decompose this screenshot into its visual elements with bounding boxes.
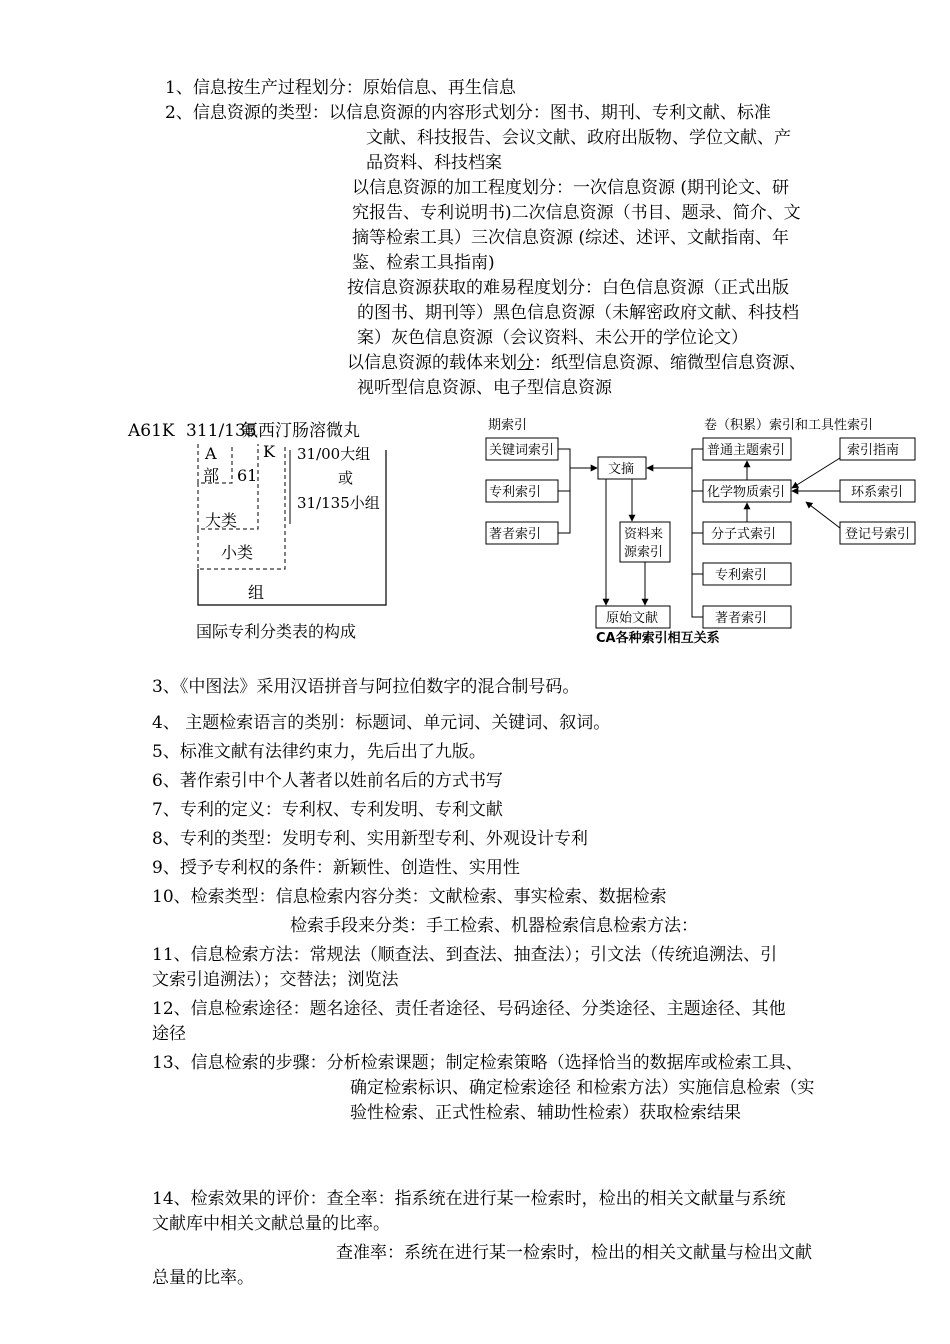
- text-line: 2、信息资源的类型：以信息资源的内容形式划分：图书、期刊、专利文献、标准: [165, 103, 771, 123]
- ring-index-box: 环系索引: [851, 485, 904, 500]
- registry-index-box: 登记号索引: [845, 527, 911, 542]
- ipc-structure-figure: [120, 412, 420, 647]
- abstract-box: 文摘: [608, 462, 635, 477]
- text-line: 查准率：系统在进行某一检索时，检出的相关文献量与检出文献: [336, 1243, 812, 1263]
- text-line: 验性检索、正式性检索、辅助性检索）获取检索结果: [350, 1103, 741, 1123]
- text-line: 14、检索效果的评价：查全率：指系统在进行某一检索时，检出的相关文献量与系统: [152, 1189, 786, 1209]
- text-line: 视听型信息资源、电子型信息资源: [357, 378, 612, 398]
- text-line: 文献、科技报告、会议文献、政府出版物、学位文献、产: [366, 128, 791, 148]
- text-line: 按信息资源获取的难易程度划分：白色信息资源（正式出版: [347, 278, 789, 298]
- original-doc-box: 原始文献: [606, 611, 659, 626]
- box-bu: 部: [203, 466, 220, 485]
- box-a: A: [205, 444, 217, 463]
- text-line: 确定检索标识、确定检索途径 和检索方法）实施信息检索（实: [350, 1078, 815, 1098]
- ipc-number: 311/135: [186, 421, 257, 441]
- patent-index-left-box: 专利索引: [489, 485, 542, 500]
- index-guide-box: 索引指南: [847, 443, 900, 458]
- text-line: 途径: [152, 1024, 186, 1044]
- text-line: 案）灰色信息资源（会议资料、未公开的学位论文）: [357, 328, 748, 348]
- text-line: [347, 351, 806, 375]
- text-line: 的图书、期刊等）黑色信息资源（未解密政府文献、科技档: [357, 303, 799, 323]
- right-header: 卷（积累）索引和工具性索引: [704, 418, 874, 433]
- text-line: 1、信息按生产过程划分：原始信息、再生信息: [165, 78, 516, 98]
- text-span: 以信息资源的载体来划: [347, 353, 517, 373]
- label-dalei: 大类: [205, 511, 238, 530]
- group-or: 或: [338, 469, 354, 487]
- text-line: 12、信息检索途径：题名途径、责任者途径、号码途径、分类途径、主题途径、其他: [152, 999, 786, 1019]
- general-subject-index-box: 普通主题索引: [707, 443, 786, 458]
- text-line: 10、检索类型：信息检索内容分类：文献检索、事实检索、数据检索: [152, 887, 667, 907]
- group-sub: 31/135小组: [297, 494, 380, 512]
- text-line: 7、专利的定义：专利权、专利发明、专利文献: [152, 800, 503, 820]
- ipc-drug-name: 氟西汀肠溶微丸: [241, 421, 360, 441]
- source-index-box-line1: 资料来: [624, 527, 664, 542]
- text-line: 品资料、科技档案: [366, 153, 502, 173]
- text-line: 究报告、专利说明书)二次信息资源（书目、题录、简介、文: [352, 203, 801, 223]
- text-line: 6、著作索引中个人著者以姓前名后的方式书写: [152, 771, 503, 791]
- patent-index-right-box: 专利索引: [715, 568, 768, 583]
- text-line: 4、 主题检索语言的类别：标题词、单元词、关键词、叙词。: [152, 713, 611, 733]
- text-line: 文献库中相关文献总量的比率。: [152, 1214, 390, 1234]
- group-main: 31/00大组: [297, 445, 371, 463]
- underlined-text: 分: [517, 353, 534, 373]
- text-line: 摘等检索工具）三次信息资源 (综述、述评、文献指南、年: [352, 228, 790, 248]
- text-line: 11、信息检索方法：常规法（顺查法、到查法、抽查法）；引文法（传统追溯法、引: [152, 945, 778, 965]
- label-zu: 组: [248, 583, 265, 602]
- formula-index-box: 分子式索引: [711, 527, 777, 542]
- text-line: 5、标准文献有法律约束力，先后出了九版。: [152, 742, 486, 762]
- text-line: 文索引追溯法）；交替法；浏览法: [152, 970, 399, 990]
- text-line: 以信息资源的加工程度划分：一次信息资源 (期刊论文、研: [352, 178, 790, 198]
- ipc-code: A61K: [128, 421, 175, 441]
- ipc-caption: 国际专利分类表的构成: [196, 622, 357, 641]
- text-line: 8、专利的类型：发明专利、实用新型专利、外观设计专利: [152, 829, 588, 849]
- text-line: 鉴、检索工具指南): [352, 253, 495, 273]
- label-xiaolei: 小类: [221, 543, 254, 562]
- text-line: 13、信息检索的步骤：分析检索课题；制定检索策略（选择恰当的数据库或检索工具、: [152, 1053, 803, 1073]
- text-span: ：纸型信息资源、缩微型信息资源、: [534, 353, 806, 373]
- text-line: 检索手段来分类：手工检索、机器检索信息检索方法：: [290, 916, 698, 936]
- author-index-left-box: 著者索引: [489, 527, 542, 542]
- author-index-right-box: 著者索引: [715, 611, 768, 626]
- keyword-index-box: 关键词索引: [489, 443, 555, 458]
- ca-caption: CA各种索引相互关系: [596, 631, 720, 646]
- chem-substance-index-box: 化学物质索引: [707, 485, 786, 500]
- ca-index-figure: [478, 410, 923, 650]
- box-k: K: [263, 442, 275, 461]
- left-header: 期索引: [488, 418, 528, 433]
- box-61: 61: [237, 466, 258, 485]
- text-line: 3、《中图法》采用汉语拼音与阿拉伯数字的混合制号码。: [152, 677, 580, 697]
- text-line: 总量的比率。: [152, 1268, 254, 1288]
- source-index-box-line2: 源索引: [624, 545, 664, 560]
- text-line: 9、授予专利权的条件：新颖性、创造性、实用性: [152, 858, 520, 878]
